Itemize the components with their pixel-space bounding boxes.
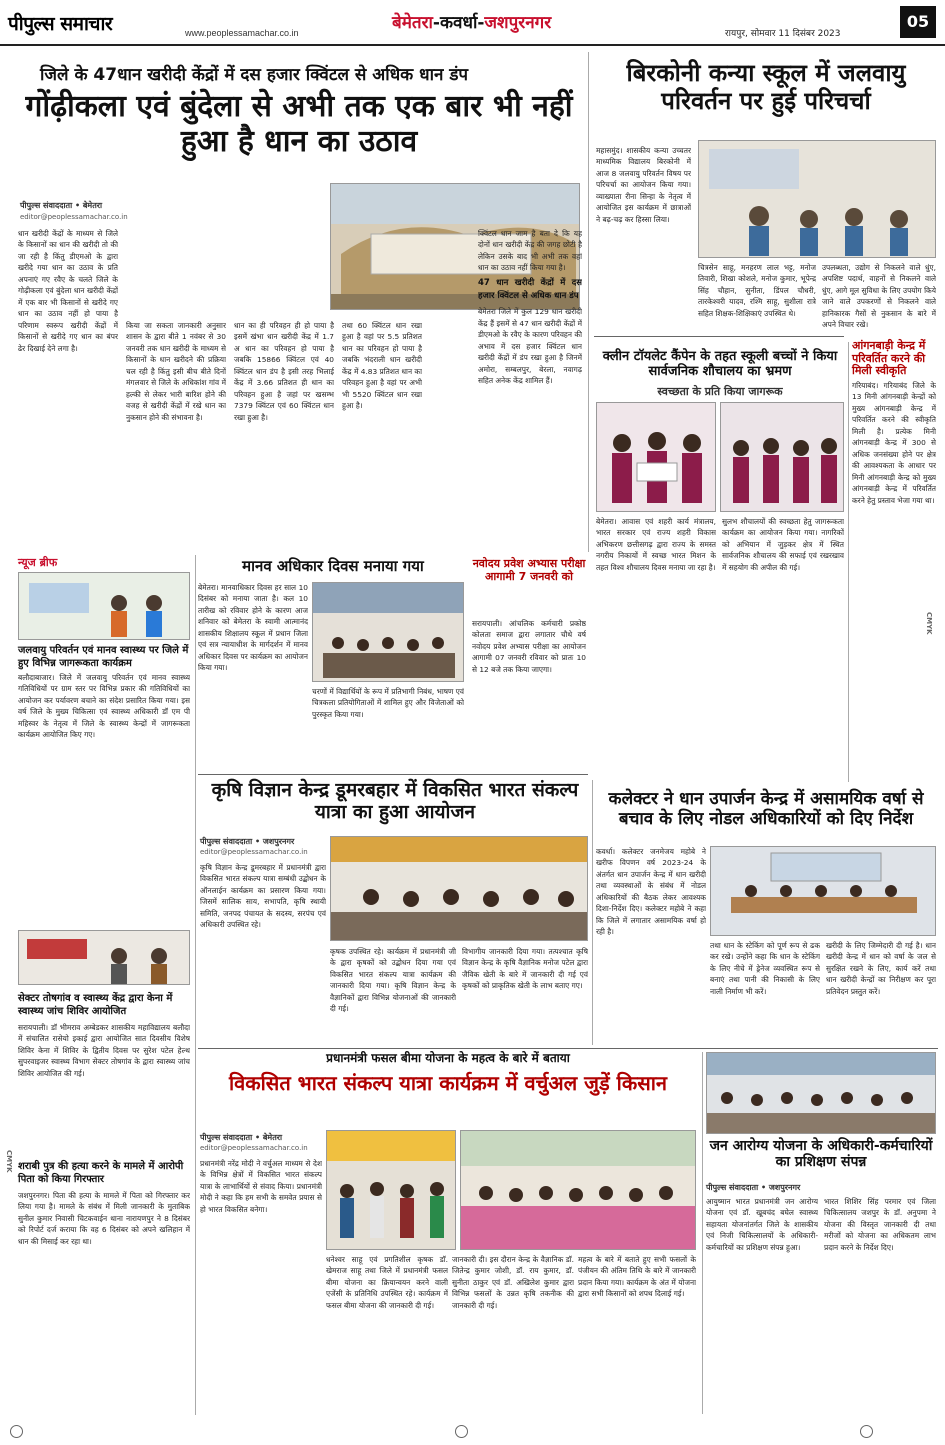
column-divider-2	[848, 342, 849, 782]
newsbrief-body-3: जशपुरनगर। पिता की हत्या के मामले में पिता को गिरफ्तार कर लिया गया है। मामले के संबंध में मिली जानकारी के मुताबिक सुनील कुमार निवासी चिटकवाईन थाना नारायणपुर ने 8 दिसंबर को रिपोर्ट दर्ज कराया कि वह 6 दिसंबर को अपने खलिहान में धान की मिसाई कर रहा था।	[18, 1191, 190, 1246]
story9-email[interactable]: editor@peoplessamachar.co.in	[200, 1144, 308, 1152]
story9-photo-1	[326, 1130, 456, 1250]
registration-mark-3	[860, 1425, 873, 1438]
story1-body-1: धान खरीदी केंद्रों के माध्यम से जिले के किसानों का धान की खरीदी तो की जा रही है किंतु डीएमओ के द्वारा खरीदे गया धान का उठाव के प्रति अपनाएं गए रवैए के चलते जिले के गोढ़ीकला एवं बुंदेला धान खरीदी केंद्रों में एक बार भी किसानों से खरीदे गए धान का उठाव नहीं हो पाया है परिणाम स्वरूप खरीदी केंद्रों में किसानों से खरीदे गए धान का बंपर ढेर दिखाई देने लगा है।	[18, 229, 118, 353]
story1-body-2: किया जा सकता जानकारी अनुसार शासन के द्वारा बीते 1 नवंबर से 30 जनवरी तक धान खरीदी के माध्यम से किसानों के धान खरीदने की प्रक्रिया चल रही है किंतु इसी बीच बीते दिनों मंगलवार से जिले के अधिकांश गांव में हल्की से लेकर भारी बारिश होने की वजह से खरीदी केंद्रों में रखे धान का नुकसान होने की संभावना है।	[126, 321, 226, 422]
newsbrief-body-1: बलौदाबाजार। जिले में जलवायु परिवर्तन एवं मानव स्वास्थ्य गतिविधियों पर ग्राम स्तर पर विभिन्न प्रकार की गतिविधियों का आयोजन कर पर्यावरण बचाने का संदेश प्रसारित किया गया। इस वर्ष जिले के मुख्य चिकित्सा एवं स्वास्थ्य अधिकारी डॉ एम पी महिस्वर के नेतृत्व में जिले के स्वास्थ्य केन्द्रों में जागरूकता कार्यक्रम आयोजित किए गए।	[18, 673, 190, 740]
newsbrief-headline-3: शराबी पुत्र की हत्या करने के मामले में आरोपी पिता को किया गिरफ्तार	[18, 1161, 184, 1185]
newsbrief-column-2	[18, 1022, 190, 1142]
story4-headline: आंगनबाड़ी केन्द्र में परिवर्तित करने की मिली स्वीकृति	[852, 339, 926, 378]
story3-subhead: स्वच्छता के प्रति किया जागरूक	[657, 385, 783, 398]
story9-byline: पीपुल्स संवाददाता • बेमेतरा	[200, 1133, 283, 1142]
story2-body-3: उपलब्धता, उद्योग से निकलने वाले धुंए, अपशिष्ट पदार्थ, वाहनों से निकलने वाले धुंए, आगे मूल सुविधा के लिए उपयोग किये जाने वाले उपकरणों से निकलने वाले हानिकारक गैसों से नुकसान के बारे में अपने विचार रखे।	[822, 263, 936, 330]
story8-headline: कलेक्टर ने धान उपार्जन केन्द्र में असामयिक वर्षा से बचाव के लिए नोडल अधिकारियों को दिए निर्देश	[608, 789, 924, 829]
column-divider-4	[592, 780, 593, 1045]
story9-body-4: महत्व के बारे में बताते हुए सभी फसलों के पंजीयन की अंतिम तिथि के बारे में जानकारी प्रदान किया गया। कार्यक्रम के अंत में योजना द्वारा सभी किसानों को शपथ दिलाई गई।	[578, 1255, 696, 1299]
newsbrief-column-1	[18, 672, 190, 812]
column-divider-3	[195, 555, 196, 1415]
cmyk-mark-right: CMYK	[925, 612, 933, 635]
story9-photo-2	[460, 1130, 696, 1250]
students-photo-illustration	[597, 403, 716, 512]
story7-body-2: कृषक उपस्थित रहे। कार्यक्रम में प्रधानमंत्री जी के द्वारा कृषकों को उद्बोधन दिया गया एवं विकसित भारत संकल्प यात्रा कार्यक्रम की जानकारी दिया गया। कृषि विज्ञान केन्द्र के वैज्ञानिकों द्वारा विभिन्न योजनाओं की जानकारी दी गई।	[330, 947, 456, 1014]
column-divider-1	[588, 52, 589, 552]
students-group-illustration	[721, 403, 844, 512]
story8-body-3: खरीदी के लिए जिम्मेदारी दी गई है। धान खरीदी केन्द्र में धान को वर्षा के जल से सुरक्षित रखने के लिए, कार्य करें तथा धान खरीदी केन्द्रों का निरीक्षण कर पूरा प्रतिवेदन प्रस्तुत करें।	[826, 941, 936, 996]
meeting-room-illustration	[711, 847, 936, 936]
story7-byline: पीपुल्स संवाददाता • जशपुरनगर	[200, 837, 295, 846]
kvk-event-illustration	[331, 837, 588, 941]
edition-part-3: जशपुरनगर	[484, 13, 552, 33]
story7-column-1	[200, 862, 326, 1042]
story8-photo	[710, 846, 936, 936]
story8-body-2: तथा धान के स्टेकिंग को पूर्ण रूप से ढक कर रखे। उन्होंने कहा कि धान के स्टेकिंग के लिए नीचे में ड्रेनेज व्यवस्थित रूप से बनाएं तथा पानी की निकासी के लिए नाली निर्माण भी करें।	[710, 941, 820, 996]
page-number: 05	[900, 6, 936, 38]
newsbrief-headline-2: सेक्टर तोषगांव व स्वास्थ्य केंद्र द्वारा केना में स्वास्थ्य जांच शिविर आयोजित	[18, 993, 173, 1017]
story10-byline: पीपुल्स संवाददाता • जशपुरनगर	[706, 1183, 801, 1192]
story3-photo-left	[596, 402, 716, 512]
edition-part-1: बेमेतरा	[392, 13, 433, 33]
story9-column-2	[326, 1254, 448, 1414]
story1-subhead: 47 धान खरीदी केंद्रों में दस हजार क्विंटल से अधिक धान डंप	[478, 277, 582, 302]
story7-body-1: कृषि विज्ञान केन्द्र डूमरबहार में प्रधानमंत्री द्वारा विकसित भारत संकल्प यात्रा सम्बंधी उद्बोधन के ऑनलाईन कार्यक्रम का प्रसारण किया गया। जिसमें सालिक साय, सभापति, कृषि स्थायी समिति, जनपद पंचायत के सदस्य, सरपंच एवं अधिकारी उपस्थित रहे।	[200, 863, 326, 930]
dateline: रायपुर, सोमवार 11 दिसंबर 2023	[725, 29, 841, 39]
story10-photo	[706, 1052, 936, 1134]
story9-body-1: प्रधानमंत्री नरेंद्र मोदी ने वर्चुअल माध्यम से देश के विभिन्न क्षेत्रों में विकसित भारत संकल्प यात्रा के लाभार्थियों से संवाद किया। प्रधानमंत्री मोदी ने कहा कि हम सभी के समवेत प्रयास से हो भारत विकसित बनेगा।	[200, 1159, 322, 1214]
story10-column-1	[706, 1196, 818, 1414]
newspaper-logo[interactable]: पीपुल्स समाचार	[8, 13, 113, 35]
story7-headline: कृषि विज्ञान केन्द्र डूमरबहार में विकसित भारत संकल्प यात्रा का हुआ आयोजन	[211, 779, 579, 823]
seminar-hall-illustration	[313, 583, 464, 682]
story9-headline: विकसित भारत संकल्प यात्रा कार्यक्रम में वर्चुअल जुड़ें किसान	[228, 1071, 668, 1095]
story10-body-2: भारत शिशिर सिंह परमार एवं जिला चिकित्सालय जशपुर के डॉ. अनुपमा ने योजना की विस्तृत जानकारी दी तथा मरीजों को योजना का अधिकतम लाभ प्रदान करने के निर्देश दिए।	[824, 1197, 936, 1252]
story2-headline: बिरकोनी कन्या स्कूल में जलवायु परिवर्तन पर हुई परिचर्चा	[626, 59, 906, 115]
story1-email[interactable]: editor@peoplessamachar.co.in	[20, 213, 128, 221]
story2-photo	[698, 140, 936, 258]
kisan-gathering-illustration	[327, 1131, 456, 1250]
story4-body-1: गरियाबंद। गरियाबंद जिले के 13 मिनी आंगनबाड़ी केन्द्रों को मुख्य आंगनबाड़ी केन्द्र में परिवर्तित करने की स्वीकृति मिली है। प्रत्येक मिनी आंगनबाड़ी केन्द्र में 300 से अधिक जनसंख्या होने पर क्षेत्र की आवश्यकता के आधार पर मिनी आंगनबाड़ी केन्द्र को मुख्य आंगनबाड़ी केन्द्र में परिवर्तित करने हेतु प्रस्ताव भेजा गया था।	[852, 381, 936, 505]
edition-separator-1: -	[432, 13, 440, 33]
story5-headline: मानव अधिकार दिवस मनाया गया	[242, 557, 424, 575]
column-divider-5	[702, 1052, 703, 1414]
story9-kicker: प्रधानमंत्री फसल बीमा योजना के महत्व के बारे में बताया	[326, 1051, 570, 1065]
newsbrief-headline-1: जलवायु परिवर्तन एवं मानव स्वास्थ्य पर जिले में हुए विभिन्न जागरूकता कार्यक्रम	[18, 645, 189, 669]
story7-body-3: विभागीय जानकारी दिया गया। तत्पश्चात कृषि विज्ञान केन्द्र के कृषि वैज्ञानिक मनोज पटेल द्वारा जैविक खेती के बारे में जानकारी दी गई एवं कृषकों को प्राकृतिक खेती के लाभ बताए गए।	[462, 947, 588, 991]
story10-column-2	[824, 1196, 936, 1414]
story6-body-1: सरायपाली। आंचलिक कर्मचारी प्रकोष्ठ कोलता समाज द्वारा लगातार चौथे वर्ष नवोदय प्रवेश अभ्यास परीक्षा का आयोजन आगामी 07 जनवरी रविवार को प्रातः 10 से 12 बजे तक किया जाएगा।	[472, 619, 586, 674]
newsbrief-body-2: सरायपाली। डॉ भीमराव अम्बेडकर शासकीय महाविद्यालय बलौदा में संचालित रासेयो इकाई द्वारा आयोजित सात दिवसीय विशेष शिविर केना में शिविर के द्वितीय दिवस पर सुरेश पटेल हेल्थ सुपरवाइजर स्वास्थ्य विभाग सेक्टर तोषगांव के द्वारा स्वास्थ्य जांच शिविर आयोजित की गई।	[18, 1023, 190, 1078]
story1-body-5: क्विंटल धान जाम है बता दे कि यह दोनों धान खरीदी केंद्र की जगह छोटी है लेकिन उसके बाद भी अभी तक वहां धान का उठाव नहीं किया गया है।	[478, 229, 582, 273]
story10-headline: जन आरोग्य योजना के अधिकारी-कर्मचारियों का प्रशिक्षण संपन्न	[709, 1138, 933, 1171]
story4-column	[852, 380, 936, 780]
cmyk-mark-left: CMYK	[5, 1150, 13, 1173]
divider-story2-story3	[594, 336, 844, 337]
story8-column-2	[710, 940, 820, 1040]
divider-lower	[198, 1048, 938, 1049]
story1-headline: गोंढ़ीकला एवं बुंदेला से अभी तक एक बार भी नहीं हुआ है धान का उठाव	[25, 89, 573, 159]
story5-column-2	[312, 686, 464, 768]
edition-part-2: कवर्धा	[439, 13, 478, 33]
story5-photo	[312, 582, 464, 682]
story1-body-6: बेमेतरा जिले में कुल 129 धान खरीदी केंद्र हैं इसमें से 47 धान खरीदी केंद्रों में डीएमओ के रवैए के कारण परिवहन की अभाव में दस हजार क्विंटल धान खरीदी केंद्रों में डंप रखा हुआ है जिनमें अमोरा, सम्बलपुर, बेरला, नवागढ़ सहित अनेक केंद्र शामिल हैं।	[478, 307, 582, 386]
story2-body-2: चित्रसेन साहू, मनहरण लाल भट्ट, मनोज तिवारी, शिखा कोशले, मनोज कुमार, भूपेन्द्र सिंह चौहान, सुनीता, डिंपल चौधरी, तारकेश्वरी यादव, रश्मि साहू, सुशीला रात्रे सहित शिक्षक-शिक्षिकाएं उपस्थित थे।	[698, 263, 816, 318]
registration-mark-2	[455, 1425, 468, 1438]
story3-column-1	[596, 516, 716, 781]
training-hall-illustration	[707, 1053, 936, 1134]
story3-column-2	[722, 516, 844, 781]
registration-mark-1	[10, 1425, 23, 1438]
story2-column-2	[698, 262, 816, 332]
story2-body-1: महासमुंद। शासकीय कन्या उच्चतर माध्यमिक विद्यालय बिरकोनी में आज 8 जलवायु परिवर्तन विषय पर परिचर्चा का आयोजन किया गया। व्याख्याता रीना सिन्हा के नेतृत्व में आयोजित इस कार्यक्रम में छात्राओं ने बढ़-चढ़ कर हिस्सा लिया।	[596, 146, 691, 224]
story3-body-2: सुलभ शौचालयों की स्वच्छता हेतु जागरूकता कार्यक्रम का आयोजन किया गया। नागरिकों को अभियान में जुड़कर क्षेत्र में स्थित सार्वजनिक शौचालय की सफाई एवं रखरखाव में सहयोग की अपील की गई।	[722, 517, 844, 572]
awareness-program-illustration	[19, 573, 190, 640]
story5-body-2: चरणों में विद्यार्थियों के रूप में प्रतिभागी निबंध, भाषण एवं चित्रकला प्रतियोगिताओं में शामिल हुए और विजेताओं को पुरस्कृत किया गया।	[312, 687, 464, 719]
story1-column-3	[234, 320, 334, 548]
story1-column-1	[18, 228, 118, 548]
newsbrief-photo-1	[18, 572, 190, 640]
story1-kicker: जिले के 47धान खरीदी केंद्रों में दस हजार क्विंटल से अधिक धान डंप	[40, 65, 469, 85]
story3-photo-right	[720, 402, 844, 512]
story3-headline: क्लीन टॉयलेट कैंपेन के तहत स्कूली बच्चों ने किया सार्वजनिक शौचालय का भ्रमण	[602, 349, 838, 379]
story9-column-1	[200, 1158, 322, 1413]
story9-column-4	[578, 1254, 696, 1414]
story7-column-3	[462, 946, 588, 1042]
news-brief-label: न्यूज ब्रीफ	[18, 556, 58, 569]
edition-title	[392, 10, 551, 33]
newsbrief-column-3	[18, 1190, 190, 1410]
story1-column-6	[478, 228, 582, 548]
story7-photo	[330, 836, 588, 941]
story9-body-2: धनेश्वर साहू एवं प्रगतिशील कृषक डॉ. खेमराज साहू तथा जिले में प्रधानमंत्री फसल बीमा योजना का क्रियान्वयन करने वाली एजेंसी के प्रतिनिधि उपस्थित रहे। कार्यक्रम में फसल बीमा योजना की जानकारी दी गई।	[326, 1255, 448, 1310]
story1-body-3: धान का ही परिवहन ही हो पाया है इसमें खंभा धान खरीदी केंद्र में 1.7 अ धान का परिवहन हो पाया है जबकि 15866 क्विंटल एवं 40 क्विंटल धान डंप है इसी तरह भिलाई केंद्र में 3.66 प्रतिशत ही धान का परिवहन हुआ है जहां पर खसम्भ 7379 क्विंटल एवं 60 क्विंटल धान रखा हुआ है।	[234, 321, 334, 422]
story1-column-2	[126, 320, 226, 548]
story7-email[interactable]: editor@peoplessamachar.co.in	[200, 848, 308, 856]
divider-mid	[198, 774, 588, 775]
story8-body-1: कवर्धा। कलेक्टर जनमेजय महोबे ने खरीफ विपणन वर्ष 2023-24 के अंतर्गत धान उपार्जन केन्द्र में धान खरीदी तथा व्यवस्थाओं के संबंध में नोडल अधिकारियों की बैठक लेकर आवश्यक दिशा-निर्देश दिए। कलेक्टर महोबे ने कहा कि जिले में लगातार असामयिक वर्षा हो रही है।	[596, 847, 706, 937]
story2-column-3	[822, 262, 936, 332]
story1-column-4	[342, 320, 422, 548]
farmers-crowd-illustration	[461, 1131, 696, 1250]
classroom-photo-illustration	[699, 141, 936, 258]
story1-body-4: तथा 60 क्विंटल धान रखा हुआ है वहां पर 5.5 प्रतिशत धान का परिवहन हो पाया है जबकि भंदराली धान खरीदी केंद्र में 4.83 प्रतिशत धान का परिवहन हुआ है वहां पर अभी भी 5520 क्विंटल धान रखा हुआ है।	[342, 321, 422, 411]
story9-body-3: जानकारी दी। इस दौरान केन्द्र के वैज्ञानिक डॉ. जितेन्द्र कुमार जोशी, डॉ. राय कुमार, डॉ. सुनीता ठाकुर एवं डॉ. अखिलेश कुमार द्वारा विभिन्न फसलों के उन्नत कृषि तकनीक की जानकारी दी गई।	[452, 1255, 574, 1310]
story6-headline: नवोदय प्रवेश अभ्यास परीक्षा आगामी 7 जनवरी को	[472, 557, 586, 583]
story5-column-1	[198, 582, 308, 767]
website-url[interactable]: www.peoplessamachar.co.in	[185, 28, 299, 38]
story8-column-3	[826, 940, 936, 1040]
story8-column-1	[596, 846, 706, 1041]
story6-column	[472, 618, 586, 768]
story10-body-1: आयुष्मान भारत प्रधानमंत्री जन आरोग्य योजना एवं डॉ. खूबचंद बघेल स्वास्थ्य सहायता योजनांतर्गत जिले के शासकीय एवं निजी चिकित्सालयों के अधिकारी-कर्मचारियों का प्रशिक्षण संपन्न हुआ।	[706, 1197, 818, 1252]
story7-column-2	[330, 946, 456, 1042]
story9-column-3	[452, 1254, 574, 1414]
story1-byline: पीपुल्स संवाददाता • बेमेतरा	[20, 201, 103, 210]
health-camp-illustration	[19, 931, 190, 985]
story3-body-1: बेमेतरा। आवास एवं शहरी कार्य मंत्रालय, भारत सरकार एवं राज्य शहरी विकास अभिकरण छत्तीसगढ़ द्वारा राज्य के समस्त नगरीय निकायों में स्वच्छ भारत मिशन के तहत विश्व शौचालय दिवस मनाया जा रहा है।	[596, 517, 716, 572]
story2-column-1	[596, 145, 691, 245]
masthead	[0, 0, 945, 46]
story5-body-1: बेमेतरा। मानवाधिकार दिवस हर साल 10 दिसंबर को मनाया जाता है। कल 10 तारीख को रविवार होने के कारण आज शनिवार को बेमेतरा के स्वामी आत्मानंद शासकीय शिक्षालय स्कूल में प्रधान जिला एवं सत्र न्यायाधीश के मार्गदर्शन में मानव अधिकार दिवस पर कार्यक्रम का आयोजन किया गया।	[198, 583, 308, 673]
edition-separator-2: -	[477, 13, 485, 33]
newsbrief-photo-2	[18, 930, 190, 985]
